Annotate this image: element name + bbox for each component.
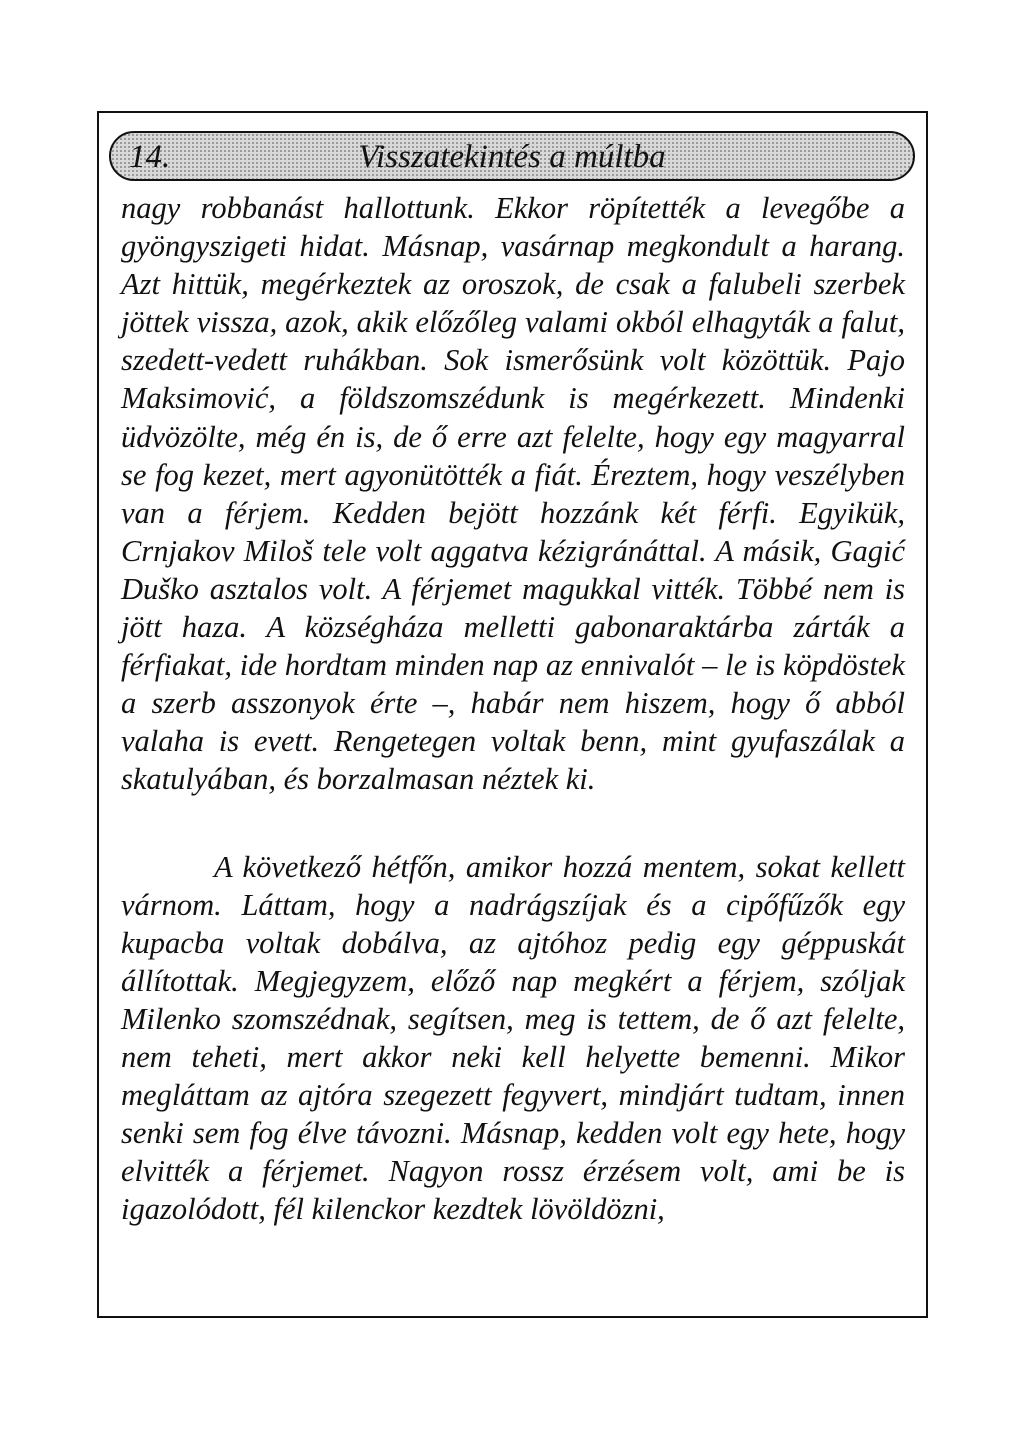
body-paragraph: nagy robbanást hallottunk. Ekkor röpítették a levegőbe a gyöngyszigeti hidat. Másnap, vasárnap megkondult a harang. Azt hittük, megérkeztek az oroszok, de csak a falubeli szerbek jöttek vissza, azok, akik előzőleg valami okból elhagyták a falut, szedett-vedett ruhákban. Sok ismerősünk volt közöttük. Pajo Maksimović, a földszomszédunk is megérkezett. Mindenki üdvözölte, még én is, de ő erre azt felelte, hogy egy magyarral se fog kezet, mert agyonütötték a fiát. Éreztem, hogy veszélyben van a férjem. Kedden bejött hozzánk két férfi. Egyikük, Crnjakov Miloš tele volt aggatva kézigránáttal. A másik, Gagić Duško asztalos volt. A férjemet magukkal vitték. Többé nem is jött haza. A községháza melletti gabonaraktárba zárták a férfiakat, ide hordtam minden nap az ennivalót – le is köpdöstek a szerb asszonyok érte –, habár nem hiszem, hogy ő abból valaha is evett. Rengetegen voltak benn, mint gyufaszálak a skatulyában, és borzalmasan néztek ki. xyxy=(121,191,905,797)
body-paragraph: A következő hétfőn, amikor hozzá mentem, sokat kellett várnom. Láttam, hogy a nadrágszíjak és a cipőfűzők egy kupacba voltak dobálva, az ajtóhoz pedig egy géppuskát állítottak. Megjegyzem, előző nap megkért a férjem, szóljak Milenko szomszédnak, segítsen, meg is tettem, de ő azt felelte, nem teheti, mert akkor neki kell helyette bemenni. Mikor megláttam az ajtóra szegezett fegyvert, mindjárt tudtam, innen senki sem fog élve távozni. Másnap, kedden volt egy hete, hogy elvitték a férjemet. Nagyon rossz érzésem volt, ami be is igazolódott, fél kilenckor kezdtek lövöldözni, xyxy=(121,849,905,1227)
chapter-title: Visszatekintés a múltba xyxy=(358,139,666,175)
text-body xyxy=(121,189,905,1228)
chapter-header-banner xyxy=(109,131,915,181)
chapter-number: 14. xyxy=(129,139,171,175)
